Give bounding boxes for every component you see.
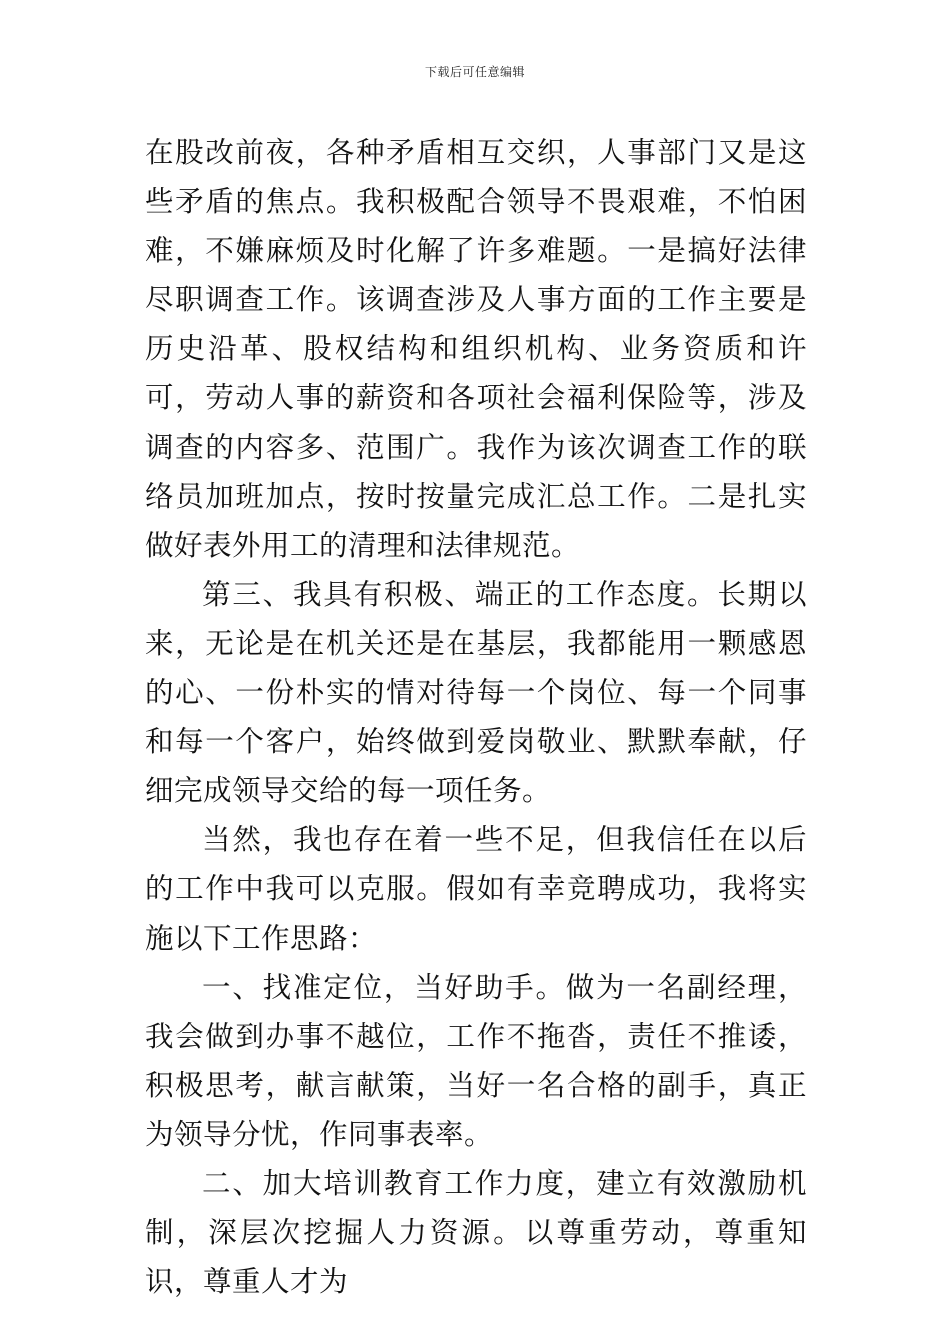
paragraph-shortcomings: 当然，我也存在着一些不足，但我信任在以后的工作中我可以克服。假如有幸竞聘成功，我将实施以下工作思路： — [145, 823, 807, 955]
paragraph-plan-two: 二、加大培训教育工作力度，建立有效激励机制，深层次挖掘人力资源。以尊重劳动，尊重知识，尊重人才为 — [145, 1166, 807, 1299]
paragraph-continuation: 在股改前夜，各种矛盾相互交织，人事部门又是这些矛盾的焦点。我积极配合领导不畏艰难，不怕困难，不嫌麻烦及时化解了许多难题。一是搞好法律尽职调查工作。该调查涉及人事方面的工作主要是历史沿革、股权结构和组织机构、业务资质和许可，劳动人事的薪资和各项社会福利保险等，涉及调查的内容多、范围广。我作为该次调查工作的联络员加班加点，按时按量完成汇总工作。二是扎实做好表外用工的清理和法律规范。 — [145, 136, 807, 562]
paragraph-plan-one: 一、找准定位，当好助手。做为一名副经理，我会做到办事不越位，工作不拖沓，责任不推诿，积极思考，献言献策，当好一名合格的副手，真正为领导分忧，作同事表率。 — [145, 970, 807, 1151]
paragraph-work-attitude: 第三、我具有积极、端正的工作态度。长期以来，无论是在机关还是在基层，我都能用一颗感恩的心、一份朴实的情对待每一个岗位、每一个同事和每一个客户，始终做到爱岗敬业、默默奉献，仔细完成领导交给的每一项任务。 — [145, 577, 807, 808]
page-header-note: 下载后可任意编辑 — [424, 65, 525, 79]
document-body — [145, 128, 807, 1306]
